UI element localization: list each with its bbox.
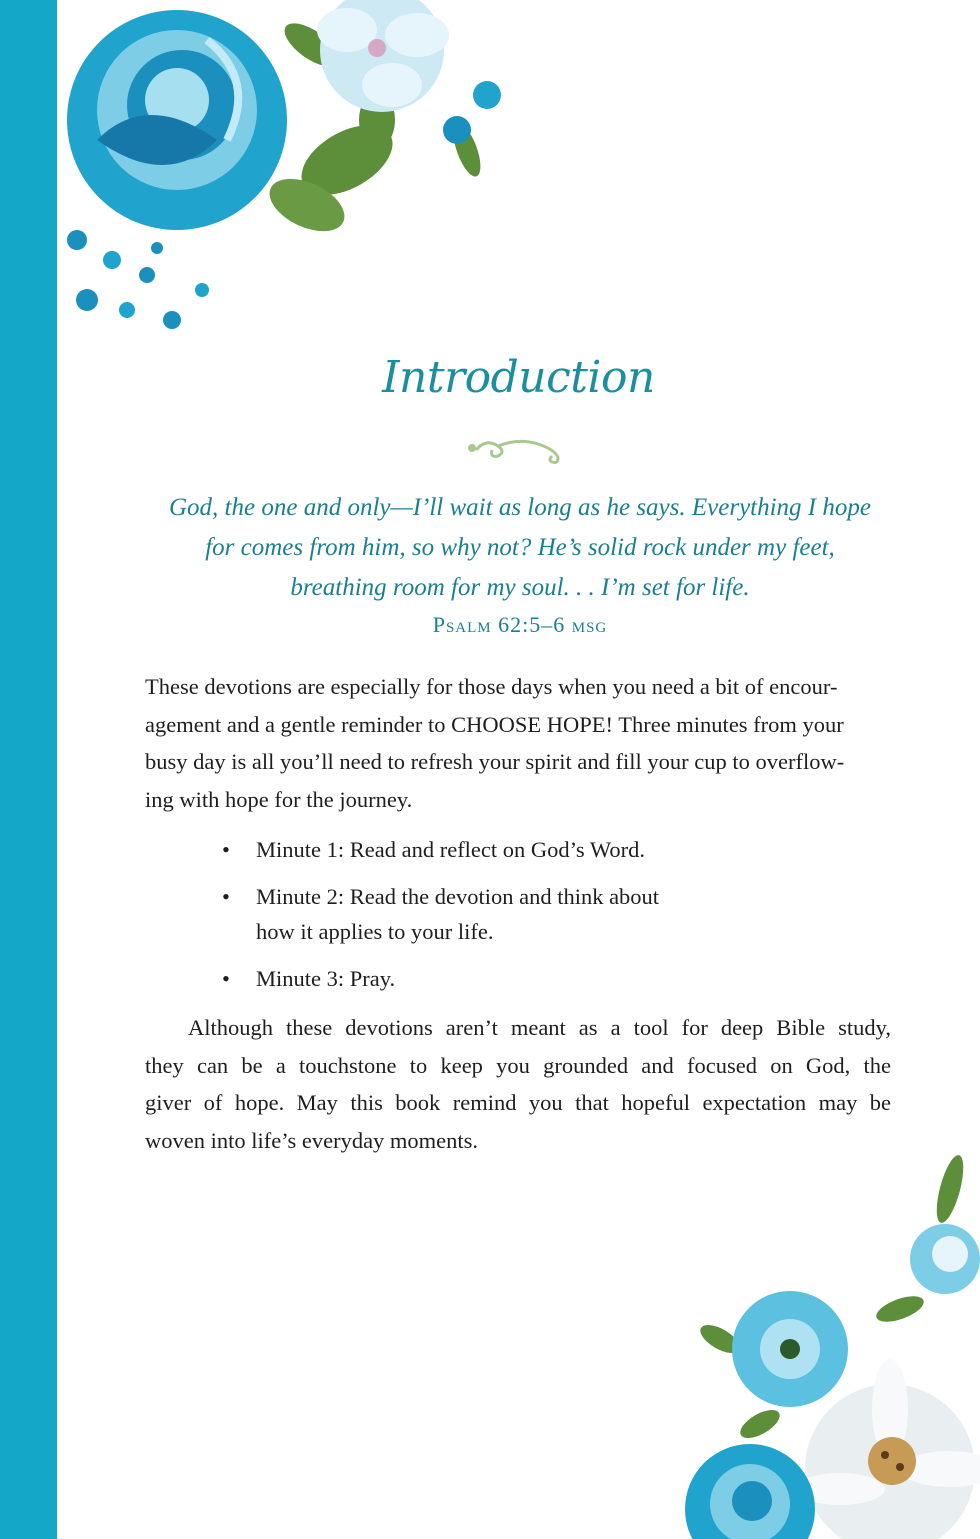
epigraph-line: for comes from him, so why not? He’s solid rock under my feet, — [205, 534, 835, 561]
epigraph-citation: Psalm 62:5–6 msg — [432, 612, 608, 637]
paragraph-line: giver of hope. May this book remind you that hopeful expectation may be — [145, 1090, 891, 1115]
list-item-text: Minute 3: Pray. — [256, 966, 396, 991]
list-item — [222, 879, 782, 949]
list-item — [222, 832, 782, 867]
paragraph-line: busy day is all you’ll need to refresh your spirit and fill your cup to overflow- — [145, 749, 845, 774]
bullet-icon: • — [222, 837, 230, 862]
paragraph-line: ing with hope for the journey. — [145, 786, 413, 812]
list-item-text: how it applies to your life. — [256, 919, 494, 944]
floral-decoration-top — [57, 0, 537, 350]
intro-paragraph-1 — [145, 668, 891, 818]
paragraph-line: woven into life’s everyday moments. — [145, 1127, 479, 1153]
epigraph-line: breathing room for my soul. . . I’m set for life. — [290, 574, 750, 601]
list-item — [222, 961, 782, 996]
paragraph-line: These devotions are especially for those days when you need a bit of encour- — [145, 674, 838, 699]
minute-list — [222, 832, 782, 1008]
list-item-text: Minute 2: Read the devotion and think about — [256, 884, 660, 909]
intro-paragraph-2 — [145, 1009, 891, 1159]
paragraph-line: Although these devotions aren’t meant as a tool for deep Bible study, — [188, 1015, 891, 1040]
list-item-text: Minute 1: Read and reflect on God’s Word. — [256, 837, 645, 862]
epigraph-quote — [150, 488, 890, 608]
epigraph-line: God, the one and only—I’ll wait as long as he says. Everything I hope — [169, 494, 871, 521]
floral-decoration-bottom — [680, 1139, 980, 1539]
bullet-icon: • — [222, 966, 230, 991]
swirl-ornament-icon — [466, 432, 570, 466]
page-title: Introduction — [382, 352, 655, 403]
page-spine-bar — [0, 0, 57, 1539]
paragraph-line: they can be a touchstone to keep you grounded and focused on God, the — [145, 1052, 891, 1078]
bullet-icon: • — [222, 884, 230, 909]
paragraph-line: agement and a gentle reminder to CHOOSE HOPE! Three minutes from your — [145, 711, 844, 737]
